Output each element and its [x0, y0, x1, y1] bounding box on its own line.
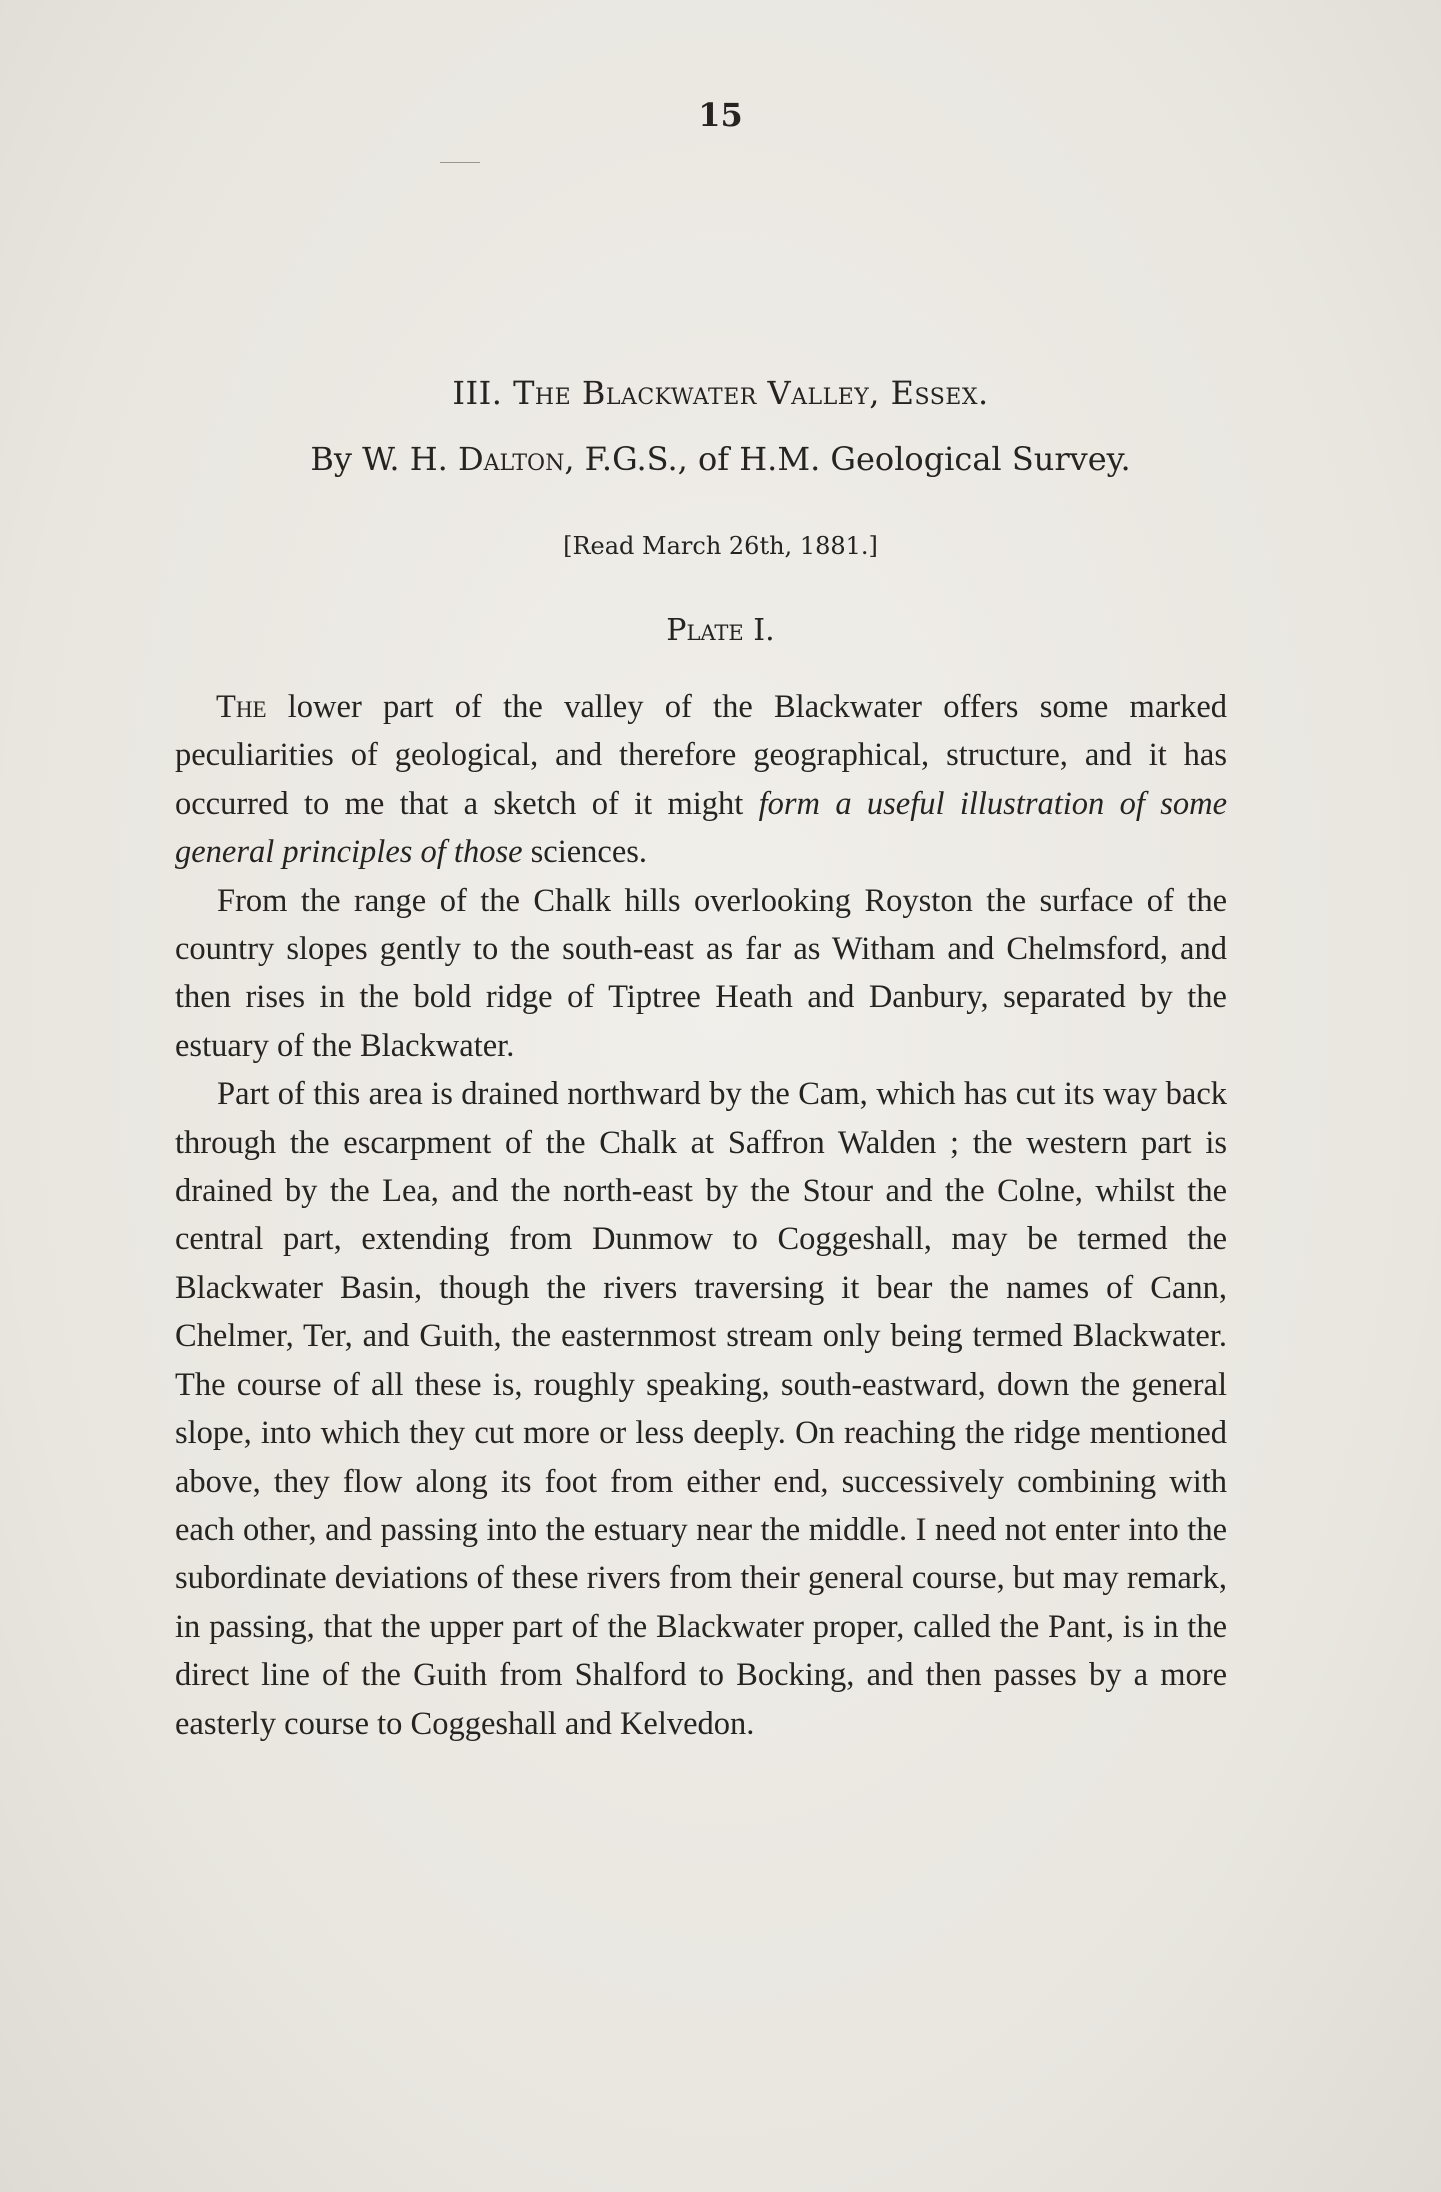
article-body — [175, 683, 1227, 1748]
paragraph-1 — [175, 683, 1227, 877]
title-prefix: III. — [452, 374, 514, 412]
paragraph-1-end: sciences. — [522, 834, 648, 871]
byline-suffix: , F.G.S., of H.M. Geological Survey. — [564, 440, 1131, 478]
paragraph-1-text: lower part of the valley of the Blackwater offers some marked peculiarities of geological, and therefore geographical, structure, and it has occurred to me that a sketch of it might — [175, 689, 1227, 822]
plate-label: Plate I. — [666, 613, 775, 648]
plate-reference — [0, 613, 1441, 648]
lead-word: The — [216, 689, 267, 725]
paragraph-3: Part of this area is drained northward by the Cam, which has cut its way back through the escarpment of the Chalk at Saffron Walden ; the western part is drained by the Lea, and the north-east by the Stour and the Colne, whilst the central part, extending from Dunmow to Coggeshall, may be termed the Blackwater Basin, though the rivers traversing it bear the names of Cann, Chelmer, Ter, and Guith, the easternmost stream only being termed Blackwater. The course of all these is, roughly speaking, south-eastward, down the general slope, into which they cut more or less deeply. On reaching the ridge mentioned above, they flow along its foot from either end, successively combining with each other, and passing into the estuary near the middle. I need not enter into the subordinate deviations of these rivers from their general course, but may remark, in passing, that the upper part of the Blackwater proper, called the Pant, is in the direct line of the Guith from Shalford to Bocking, and then passes by a more easterly course to Coggeshall and Kelvedon. — [175, 1076, 1227, 1742]
byline-prefix: By W. H. — [310, 440, 458, 478]
article-title — [0, 374, 1441, 412]
byline — [0, 440, 1441, 478]
paragraph-2: From the range of the Chalk hills overlooking Royston the surface of the country slopes gently to the south-east as far as Witham and Chelmsford, and then rises in the bold ridge of Tiptree Heath and Danbury, separated by the estuary of the Blackwater. — [175, 882, 1227, 1064]
header-rule — [440, 162, 480, 163]
page-number: 15 — [698, 96, 743, 134]
author-name: Dalton — [458, 440, 565, 478]
title-text: The Blackwater Valley, Essex. — [513, 374, 989, 412]
read-date-note: [Read March 26th, 1881.] — [563, 532, 878, 560]
paragraph-1-italic: form a useful illustration of some general principles of those — [175, 785, 1228, 871]
